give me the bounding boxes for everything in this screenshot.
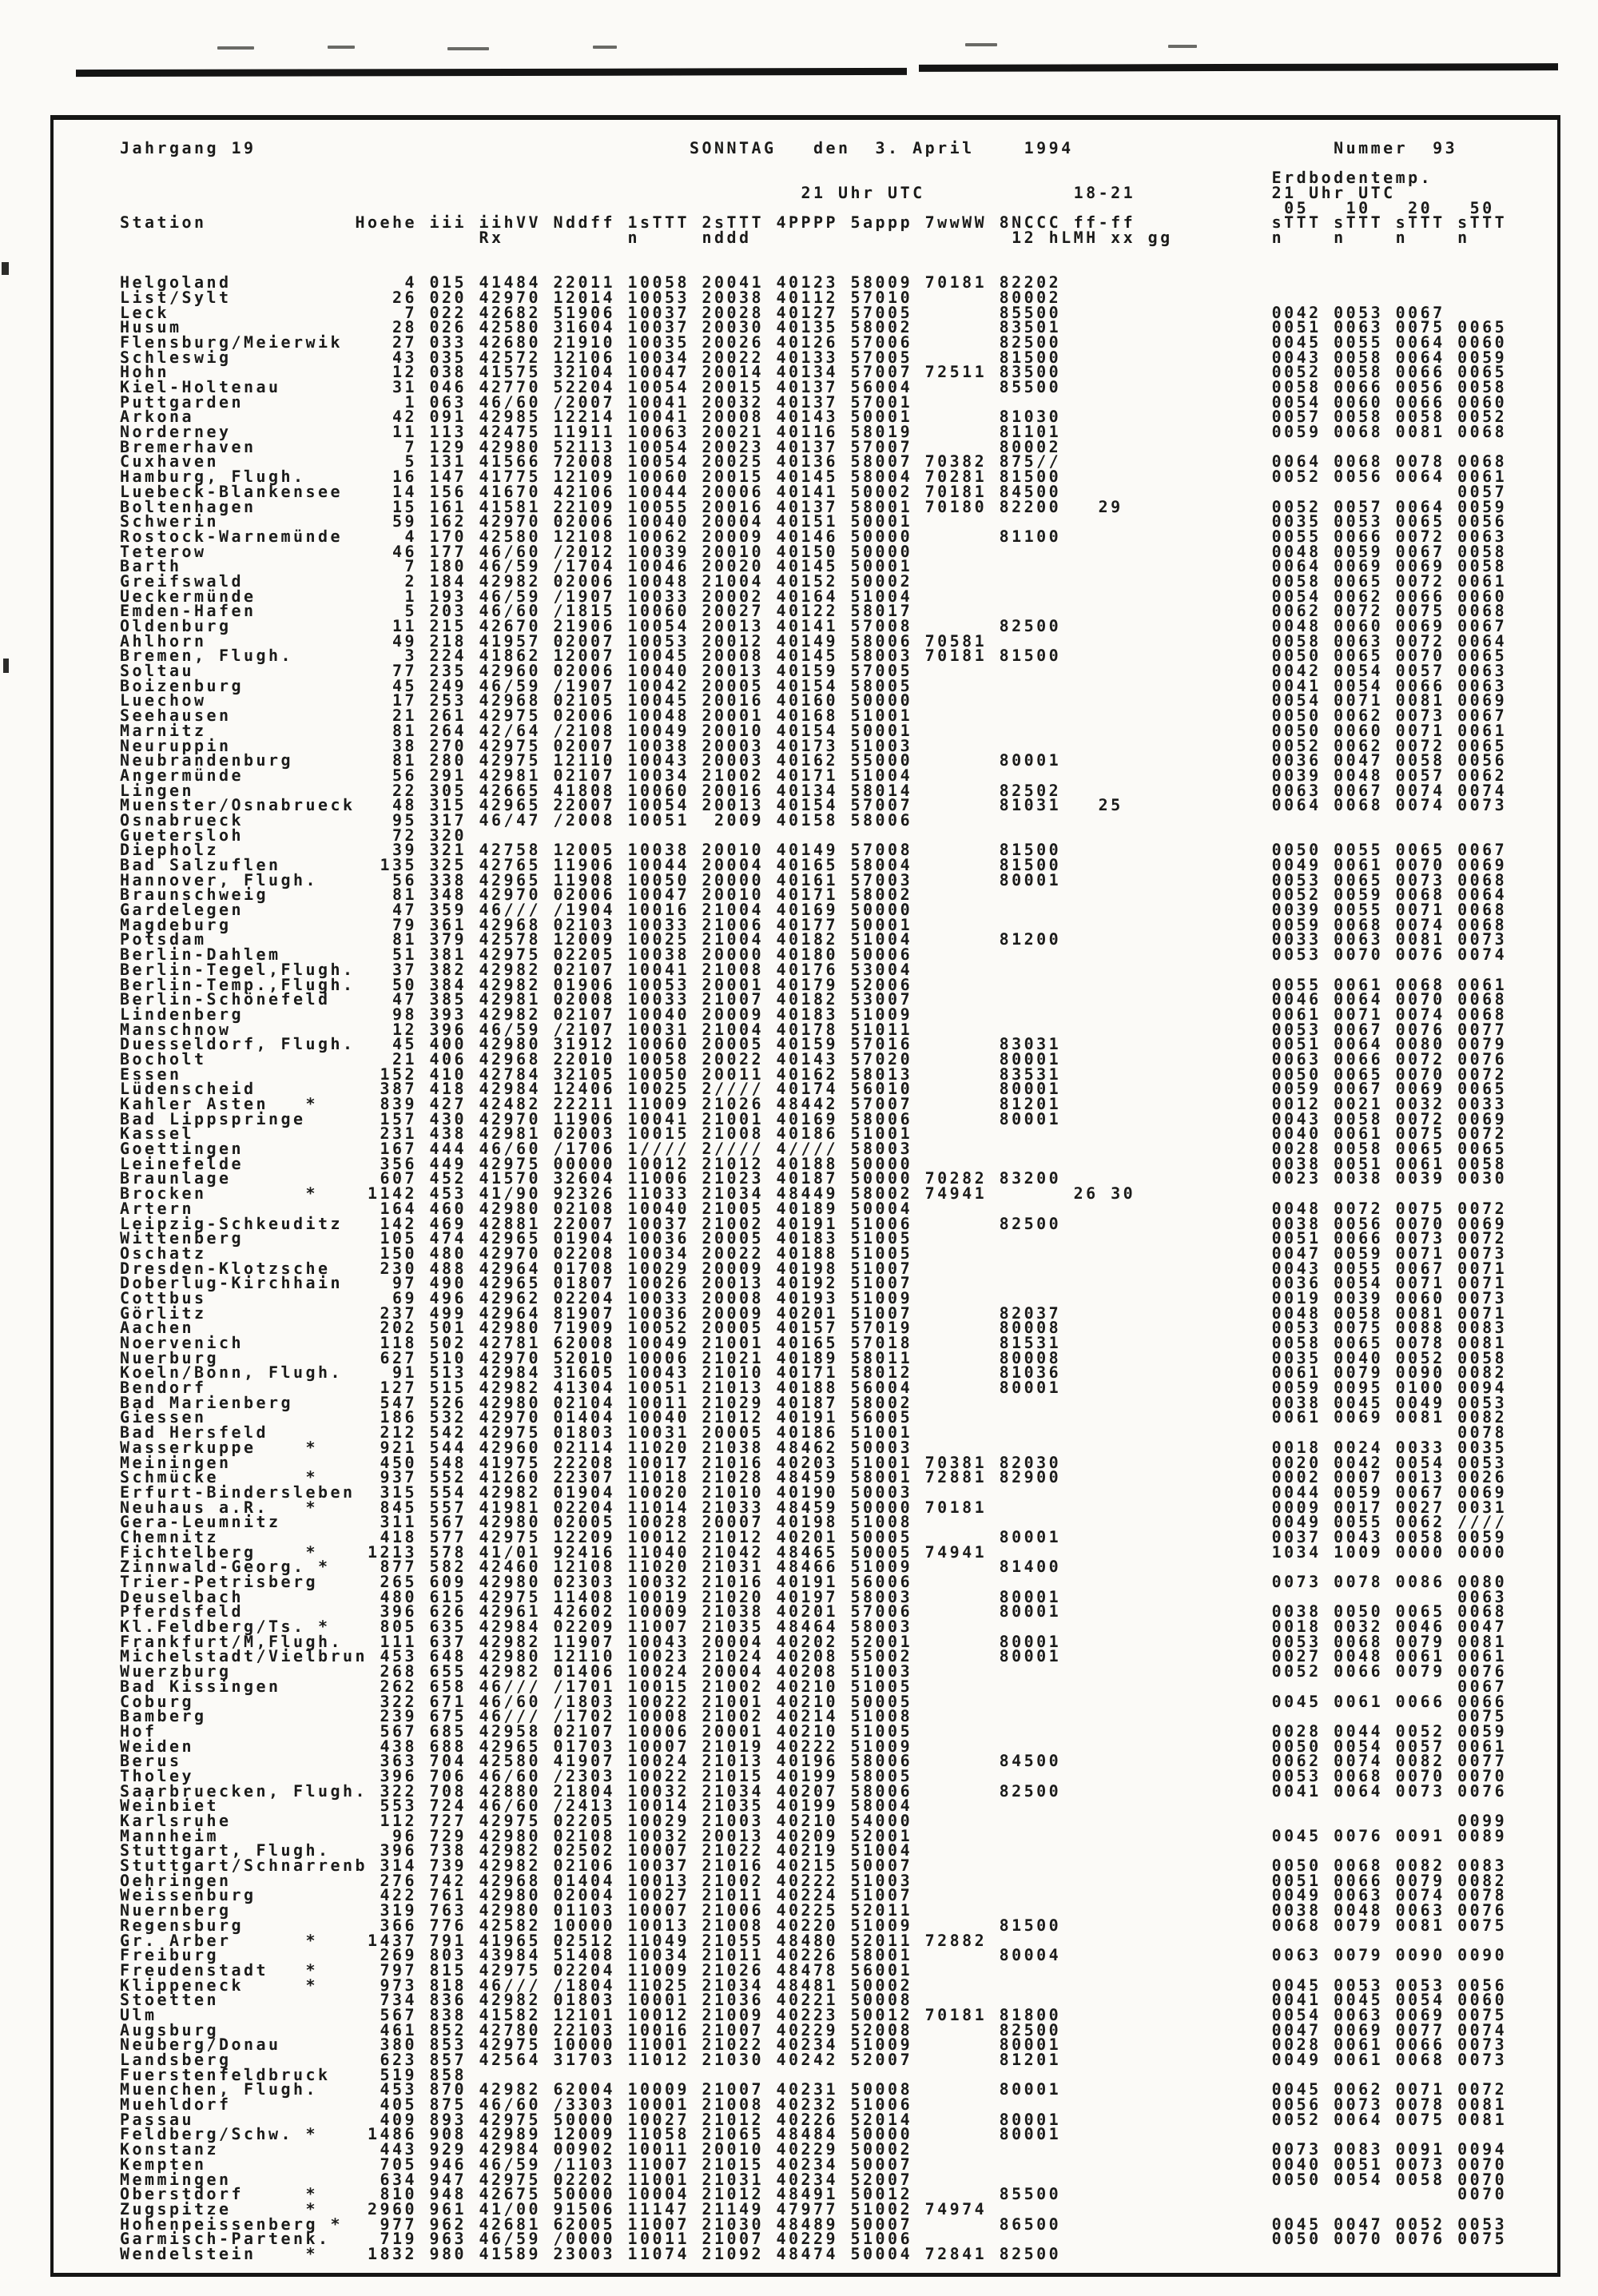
data-row: Neuhaus a.R. * 845 557 41981 02204 11014 21033 48459 50000 70181 0009 0017 0027 0031 [120,1497,1508,1517]
data-row: Seehausen 21 261 42975 02006 10048 20001 40168 51001 0050 0062 0073 0067 [120,706,1508,726]
data-row: Boizenburg 45 249 46/59 /1907 10042 20005 40154 58005 0041 0054 0066 0063 [120,675,1508,695]
data-row: Berus 363 704 42580 41907 10024 21013 40196 58006 84500 0062 0074 0082 0077 [120,1751,1508,1771]
data-row: Helgoland 4 015 41484 22011 10058 20041 40123 58009 70181 82202 [120,273,1062,292]
data-row: Mannheim 96 729 42980 02108 10032 20013 40209 52001 0045 0076 0091 0089 [120,1825,1508,1845]
scan-artifact [965,43,997,46]
data-row: Berlin-Temp.,Flugh. 50 384 42982 01906 10053 20001 40179 52006 0055 0061 0068 0061 [120,974,1508,994]
data-row: Bad Hersfeld 212 542 42975 01803 10031 20005 40186 51001 0078 [120,1423,1508,1442]
data-row: Erfurt-Bindersleben 315 554 42982 01904 10020 21010 40190 50003 0044 0059 0067 0069 [120,1482,1508,1502]
data-row: Braunlage 607 452 41570 32604 11006 21023 40187 50000 70282 83200 0023 0038 0039 0030 [120,1168,1508,1188]
data-row: Lingen 22 305 42665 41808 10060 20016 40134 58014 82502 0063 0067 0074 0074 [120,780,1508,800]
data-row: Norderney 11 113 42475 11911 10063 20021 40116 58019 81101 0059 0068 0081 0068 [120,422,1508,442]
data-row: Bocholt 21 406 42968 22010 10058 20022 40143 57020 80001 0063 0066 0072 0076 [120,1049,1508,1068]
data-row: Bremen, Flugh. 3 224 41862 12007 10045 20008 40145 58003 70181 81500 0050 0065 0070 0065 [120,646,1508,666]
data-row: Görlitz 237 499 42964 81907 10036 20009 40201 51007 82037 0048 0058 0081 0071 [120,1303,1508,1323]
data-row: Schmücke * 937 552 41260 22307 11018 21028 48459 58001 72881 82900 0002 0007 0013 0026 [120,1467,1508,1487]
data-row: Oehringen 276 742 42968 01404 10013 21002 40222 51003 0051 0066 0079 0082 [120,1870,1508,1890]
data-row: Augsburg 461 852 42780 22103 10016 21007 40229 52008 82500 0047 0069 0077 0074 [120,2019,1508,2039]
data-row: Tholey 396 706 46/60 /2303 10022 21015 40199 58005 0053 0068 0070 0070 [120,1765,1508,1785]
data-row: Magdeburg 79 361 42968 02103 10033 21006 40177 50001 0059 0068 0074 0068 [120,914,1508,934]
data-row: Muenster/Osnabrueck 48 315 42965 22007 10054 20013 40154 57007 81031 25 0064 0068 0074 0073 [120,795,1508,815]
data-row: Flensburg/Meierwik 27 033 42680 21910 10035 20026 40126 57006 82500 0045 0055 0064 0060 [120,332,1508,352]
data-row: Duesseldorf, Flugh. 45 400 42980 31912 10060 20005 40159 57016 83031 0051 0064 0080 0079 [120,1034,1508,1054]
data-row: Coburg 322 671 46/60 /1803 10022 21001 40210 50005 0045 0061 0066 0066 [120,1691,1508,1711]
data-row: Wendelstein * 1832 980 41589 23003 11074 21092 48474 50004 72841 82500 [120,2243,1062,2263]
scan-artifact [593,46,617,49]
data-row: Bad Marienberg 547 526 42980 02104 10011 21029 40187 58002 0038 0045 0049 0053 [120,1392,1508,1412]
data-row: Wittenberg 105 474 42965 01904 10036 20005 40183 51005 0051 0066 0073 0072 [120,1228,1508,1248]
masthead-line: Jahrgang 19 SONNTAG den 3. April 1994 Nummer 93 [120,138,1458,157]
data-row: Leipzig-Schkeuditz 142 469 42881 22007 10037 21002 40191 51006 82500 0038 0056 0070 0069 [120,1213,1508,1233]
data-row: Weissenburg 422 761 42980 02004 10027 21011 40224 51007 0049 0063 0074 0078 [120,1885,1508,1905]
data-row: Essen 152 410 42784 32105 10050 20011 40162 58013 83531 0050 0065 0070 0072 [120,1064,1508,1084]
data-row: Lüdenscheid 387 418 42984 12406 10025 2//// 40174 56010 80001 0059 0067 0069 0065 [120,1079,1508,1099]
data-row: Emden-Hafen 5 203 46/60 /1815 10060 20027 40122 58017 0062 0072 0075 0068 [120,601,1508,621]
scan-edge-band [919,63,1558,72]
data-row: Artern 164 460 42980 02108 10040 21005 40189 50004 0048 0072 0075 0072 [120,1198,1508,1218]
data-row: Chemnitz 418 577 42975 12209 10012 21012 40201 50005 80001 0037 0043 0058 0059 [120,1526,1508,1546]
data-row: Feldberg/Schw. * 1486 908 42989 12009 11058 21065 48484 50000 80001 [120,2124,1062,2144]
data-row: Leck 7 022 42682 51906 10037 20028 40127 57005 85500 0042 0053 0067 [120,302,1445,322]
data-row: Oldenburg 11 215 42670 21906 10054 20013 40141 57008 82500 0048 0060 0069 0067 [120,616,1508,635]
data-row: Ueckermünde 1 193 46/59 /1907 10033 20002 40164 51004 0054 0062 0066 0060 [120,586,1508,606]
data-row: Husum 28 026 42580 31604 10037 20030 40135 58002 83501 0051 0063 0075 0065 [120,317,1508,337]
data-row: Osnabrueck 95 317 46/47 /2008 10051 2009 40158 58006 [120,810,913,830]
data-row: Rostock-Warnemünde 4 170 42580 12108 10062 20009 40146 50000 81100 0055 0066 0072 0063 [120,526,1508,546]
data-row: Regensburg 366 776 42582 10000 10013 21008 40220 51009 81500 0068 0079 0081 0075 [120,1915,1508,1935]
data-row: Zinnwald-Georg. * 877 582 42460 12108 11020 21031 48466 51009 81400 [120,1557,1062,1577]
data-row: Berlin-Tegel,Flugh. 37 382 42982 02107 10041 21008 40176 53004 [120,959,913,979]
data-row: Memmingen 634 947 42975 02202 11001 21031 40234 52007 0050 0054 0058 0070 [120,2169,1508,2189]
obs-time-line: 21 Uhr UTC 18-21 21 Uhr UTC [120,183,1396,203]
data-row: Pferdsfeld 396 626 42961 42602 10009 21038 40201 57006 80001 0038 0050 0065 0068 [120,1602,1508,1622]
data-row: Cuxhaven 5 131 41566 72008 10054 20025 40136 58007 70382 875// 0064 0068 0078 0068 [120,452,1508,472]
blank-line [120,245,1507,261]
data-row: Ahlhorn 49 218 41957 02007 10053 20012 40149 58006 70581 0058 0063 0072 0064 [120,631,1508,651]
data-row: Gr. Arber * 1437 791 41965 02512 11049 21055 48480 52011 72882 [120,1930,988,1950]
data-row: Greifswald 2 184 42982 02006 10048 21004 40152 50002 0058 0065 0072 0061 [120,571,1508,591]
data-row: Barth 7 180 46/59 /1704 10046 20020 40145 50001 0064 0069 0069 0058 [120,556,1508,576]
data-row: Braunschweig 81 348 42970 02006 10047 20010 40171 58002 0052 0059 0068 0064 [120,885,1508,905]
data-row: Muehldorf 405 875 46/60 /3303 10001 21008 40232 51006 0056 0073 0078 0081 [120,2095,1508,2115]
data-row: Aachen 202 501 42980 71909 10052 20005 40157 57019 80008 0053 0075 0088 0083 [120,1318,1508,1338]
data-row: Klippeneck * 973 818 46/// /1804 11025 21034 48481 50002 0045 0053 0053 0056 [120,1975,1508,1995]
data-row: Neubrandenburg 81 280 42975 12110 10043 20003 40162 55000 80001 0036 0047 0058 0056 [120,750,1508,770]
data-row: Doberlug-Kirchhain 97 490 42965 01807 10026 20013 40192 51007 0036 0054 0071 0071 [120,1273,1508,1293]
document-text [120,138,1508,2263]
data-row: Michelstadt/Vielbrun 453 648 42980 12110 10023 21024 40208 55002 80001 0027 0048 0061 0061 [120,1646,1508,1666]
data-row: Kahler Asten * 839 427 42482 22211 11009 21026 48442 57007 81201 0012 0021 0032 0033 [120,1094,1508,1113]
data-row: Angermünde 56 291 42981 02107 10034 21002 40171 51004 0039 0048 0057 0062 [120,765,1508,785]
data-row: Kempten 705 946 46/59 /1103 11007 21015 40234 50007 0040 0051 0073 0070 [120,2154,1508,2174]
data-row: Puttgarden 1 063 46/60 /2007 10041 20032 40137 57001 0054 0060 0066 0060 [120,392,1508,412]
data-row: Neuruppin 38 270 42975 02007 10038 20003 40173 51003 0052 0062 0072 0065 [120,735,1508,755]
data-row: Hamburg, Flugh. 16 147 41775 12109 10060 20015 40145 58004 70281 81500 0052 0056 0064 0061 [120,467,1508,487]
data-row: Kiel-Holtenau 31 046 42770 52204 10054 20015 40137 56004 85500 0058 0066 0056 0058 [120,377,1508,396]
data-row: Bremerhaven 7 129 42980 52113 10054 20023 40137 57007 80002 [120,436,1062,456]
data-row: Bad Salzuflen 135 325 42765 11906 10044 20004 40165 58004 81500 0049 0061 0070 0069 [120,855,1508,874]
data-row: Neuberg/Donau 380 853 42975 10000 11001 21022 40234 51009 80001 0028 0061 0066 0073 [120,2035,1508,2055]
data-row: Bad Lippspringe 157 430 42970 11906 10041 21001 40169 58006 80001 0043 0058 0072 0069 [120,1108,1508,1128]
data-row: Deuselbach 480 615 42975 11408 10019 21020 40197 58003 80001 0063 [120,1586,1508,1606]
data-row: Ulm 567 838 41582 12101 10012 21009 40223 50012 70181 81800 0054 0063 0069 0075 [120,2004,1508,2024]
data-row: Fichtelberg * 1213 578 41/01 92416 11040 21042 48465 50005 74941 1034 1009 0000 0000 [120,1542,1508,1562]
scan-artifact [1168,45,1197,48]
data-row: Cottbus 69 496 42962 02204 10033 20008 40193 51009 0019 0039 0060 0073 [120,1287,1508,1307]
data-row: Schwerin 59 162 42970 02006 10040 20004 40151 50001 0035 0053 0065 0056 [120,511,1508,531]
data-row: Meiningen 450 548 41975 22208 10017 21016 40203 51001 70381 82030 0020 0042 0054 0053 [120,1452,1508,1472]
data-row: Stoetten 734 836 42982 01803 10001 21036 40221 50008 0041 0045 0054 0060 [120,1990,1508,2010]
data-row: Boltenhagen 15 161 41581 22109 10055 20016 40137 58001 70180 82200 29 0052 0057 0064 0059 [120,496,1508,516]
data-row: Gera-Leumnitz 311 567 42980 02005 10028 20007 40198 51008 0049 0055 0062 //// [120,1512,1508,1532]
data-row: Weinbiet 553 724 46/60 /2413 10014 21035 40199 58004 [120,1796,913,1816]
data-row: Luechow 17 253 42968 02105 10045 20016 40160 50000 0054 0071 0081 0069 [120,690,1508,710]
data-row: Gardelegen 47 359 46/// /1904 10016 21004 40169 50000 0039 0055 0071 0068 [120,900,1508,920]
data-row: Koeln/Bonn, Flugh. 91 513 42984 31605 10043 21010 40171 58012 81036 0061 0079 0090 0082 [120,1363,1508,1383]
data-row: Wuerzburg 268 655 42982 01406 10024 20004 40208 51003 0052 0066 0079 0076 [120,1661,1508,1681]
data-row: Kassel 231 438 42981 02003 10015 21008 40186 51001 0040 0061 0075 0072 [120,1124,1508,1144]
data-row: Berlin-Schönefeld 47 385 42981 02008 10033 21007 40182 53007 0046 0064 0070 0068 [120,989,1508,1009]
scan-artifact [447,47,489,50]
data-row: Bad Kissingen 262 658 46/// /1701 10015 21002 40210 51005 0067 [120,1676,1508,1696]
data-row: Bamberg 239 675 46/// /1702 10008 21002 40214 51008 0075 [120,1706,1508,1726]
data-row: Lindenberg 98 393 42982 02107 10040 20009 40183 51009 0061 0071 0074 0068 [120,1004,1508,1024]
margin-mark [3,659,9,673]
data-row: Giessen 186 532 42970 01404 10040 21012 40191 56005 0061 0069 0081 0082 [120,1407,1508,1427]
data-row: Hohenpeissenberg * 977 962 42681 62005 11007 21030 48489 50007 86500 0045 0047 0052 0053 [120,2214,1508,2234]
data-row: Soltau 77 235 42960 02006 10040 20013 40159 57005 0042 0054 0057 0063 [120,661,1508,681]
data-row: Manschnow 12 396 46/59 /2107 10031 21004 40178 51011 0053 0067 0076 0077 [120,1019,1508,1039]
scan-artifact [328,46,355,49]
column-header-line: Station Hoehe iii iihVV Nddff 1sTTT 2sTTT 4PPPP 5appp 7wwWW 8NCCC ff-ff sTTT sTTT sTTT sTTT [120,213,1508,233]
data-row: Nuernberg 319 763 42980 01103 10007 21006 40225 52011 0038 0048 0063 0076 [120,1900,1508,1920]
data-row: Goettingen 167 444 46/60 /1706 1//// 2//// 4//// 58003 0028 0058 0065 0065 [120,1139,1508,1159]
data-row: Kl.Feldberg/Ts. * 805 635 42984 02209 11007 21035 48464 58003 0018 0032 0046 0047 [120,1617,1508,1637]
subcolumn-header-line: Rx n nddd 12 hLMH xx gg n n n n [120,228,1470,248]
depth-header-line: 05 10 20 50 [120,197,1495,217]
data-row: Karlsruhe 112 727 42975 02205 10029 21003 40210 54000 0099 [120,1811,1508,1830]
scan-artifact [217,46,254,50]
data-row: Marnitz 81 264 42/64 /2108 10049 20010 40154 50001 0050 0060 0071 0061 [120,720,1508,740]
data-row: Brocken * 1142 453 41/90 92326 11033 21034 48449 58002 74941 26 30 [120,1184,1136,1204]
data-row: Potsdam 81 379 42578 12009 10025 21004 40182 51004 81200 0033 0063 0081 0073 [120,929,1508,949]
soil-temp-title-line: Erdbodentemp. [120,168,1433,188]
data-row: Diepholz 39 321 42758 12005 10038 20010 40149 57008 81500 0050 0055 0065 0067 [120,840,1508,860]
data-row: Passau 409 893 42975 50000 10027 21012 40226 52014 80001 0052 0064 0075 0081 [120,2109,1508,2129]
data-row: Luebeck-Blankensee 14 156 41670 42106 10044 20006 40141 50002 70181 84500 0057 [120,481,1508,501]
data-row: Noervenich 118 502 42781 62008 10049 21001 40165 57018 81531 0058 0065 0078 0081 [120,1333,1508,1352]
data-row: Hohn 12 038 41575 32104 10047 20014 40134 57007 72511 83500 0052 0058 0066 0065 [120,362,1508,382]
data-row: Hannover, Flugh. 56 338 42965 11908 10050 20000 40161 57003 80001 0053 0065 0073 0068 [120,869,1508,889]
data-row: Fuerstenfeldbruck 519 858 [120,2064,467,2084]
margin-mark [2,262,9,275]
data-row: Schleswig 43 035 42572 12106 10034 20022 40133 57005 81500 0043 0058 0064 0059 [120,347,1508,367]
data-row: Wasserkuppe * 921 544 42960 02114 11020 21038 48462 50003 0018 0024 0033 0035 [120,1437,1508,1457]
data-row: Berlin-Dahlem 51 381 42975 02205 10038 20000 40180 50006 0053 0070 0076 0074 [120,945,1508,965]
data-row: Dresden-Klotzsche 230 488 42964 01708 10029 20009 40198 51007 0043 0055 0067 0071 [120,1258,1508,1278]
data-row: Muenchen, Flugh. 453 870 42982 62004 10009 21007 40231 50008 80001 0045 0062 0071 0072 [120,2079,1508,2099]
data-row: Weiden 438 688 42965 01703 10007 21019 40222 51009 0050 0054 0057 0061 [120,1736,1508,1756]
data-row: Freiburg 269 803 43984 51408 10034 21011 40226 58001 80004 0063 0079 0090 0090 [120,1945,1508,1965]
data-row: Nuerburg 627 510 42970 52010 10006 21021 40189 58011 80008 0035 0040 0052 0058 [120,1347,1508,1367]
data-row: Landsberg 623 857 42564 31703 11012 21030 40242 52007 81201 0049 0061 0068 0073 [120,2050,1508,2069]
data-row: Saarbruecken, Flugh. 322 708 42880 21804 10032 21034 40207 58006 82500 0041 0064 0073 0076 [120,1781,1508,1801]
data-row: Stuttgart, Flugh. 396 738 42982 02502 10007 21022 40219 51004 [120,1840,913,1860]
data-row: Hof 567 685 42958 02107 10006 20001 40210 51005 0028 0044 0052 0059 [120,1721,1508,1741]
scan-edge-band [76,68,907,77]
data-row: Frankfurt/M,Flugh. 111 637 42982 11907 10043 20004 40202 52001 80001 0053 0068 0079 0081 [120,1631,1508,1651]
data-row: Arkona 42 091 42985 12214 10041 20008 40143 50001 81030 0057 0058 0058 0052 [120,407,1508,427]
data-row: Trier-Petrisberg 265 609 42980 02303 10032 21016 40191 56006 0073 0078 0086 0080 [120,1572,1508,1591]
data-row: Konstanz 443 929 42984 00902 10011 20010 40229 50002 0073 0083 0091 0094 [120,2139,1508,2159]
data-row: Freudenstadt * 797 815 42975 02204 11009 21026 48478 56001 [120,1960,913,1980]
data-row: Leinefelde 356 449 42975 00000 10012 21012 40188 50000 0038 0051 0061 0058 [120,1153,1508,1173]
data-row: Guetersloh 72 320 [120,825,467,845]
data-row: Oschatz 150 480 42970 02208 10034 20022 40188 51005 0047 0059 0071 0073 [120,1243,1508,1263]
data-row: List/Sylt 26 020 42970 12014 10053 20038 40112 57010 80002 [120,287,1062,307]
data-row: Teterow 46 177 46/60 /2012 10039 20010 40150 50000 0048 0059 0067 0058 [120,541,1508,561]
data-row: Bendorf 127 515 42982 41304 10051 21013 40188 56004 80001 0059 0095 0100 0094 [120,1378,1508,1398]
data-row: Oberstdorf * 810 948 42675 50000 10004 21012 48491 50012 85500 0070 [120,2184,1508,2204]
data-row: Garmisch-Partenk. 719 963 46/59 /0000 10011 21007 40229 51006 0050 0070 0076 0075 [120,2229,1508,2249]
data-row: Stuttgart/Schnarrenb 314 739 42982 02106 10037 21016 40215 50007 0050 0068 0082 0083 [120,1856,1508,1876]
data-row: Zugspitze * 2960 961 41/00 91506 11147 21149 47977 51002 74974 [120,2199,988,2218]
